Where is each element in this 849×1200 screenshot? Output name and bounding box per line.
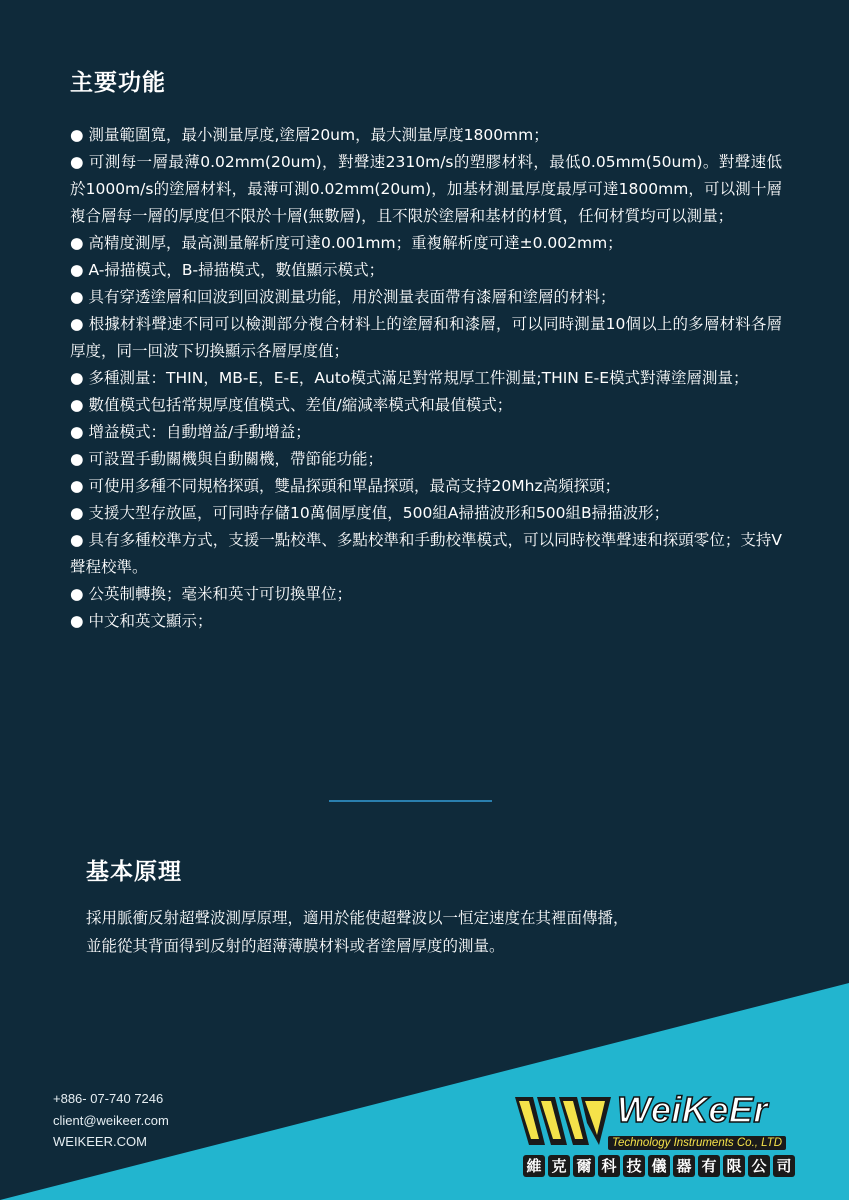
bullet-icon: ● xyxy=(70,612,84,630)
feature-item xyxy=(70,149,782,230)
feature-item xyxy=(70,284,782,311)
logo-chinese-char: 維 xyxy=(523,1155,545,1177)
feature-item xyxy=(70,419,782,446)
feature-text: 多種測量：THIN，MB-E，E-E，Auto模式滿足對常規厚工件測量;THIN E-E模式對薄塗層測量； xyxy=(88,369,749,387)
feature-item xyxy=(70,500,782,527)
logo-wordmark: WeiKeEr xyxy=(617,1089,768,1130)
contact-phone: +886- 07-740 7246 xyxy=(53,1091,164,1106)
feature-text: 支援大型存放區，可同時存儲10萬個厚度值，500組A掃描波形和500組B掃描波形； xyxy=(88,504,670,522)
feature-item xyxy=(70,257,782,284)
logo-tagline: Technology Instruments Co., LTD xyxy=(608,1136,786,1150)
feature-item xyxy=(70,527,782,581)
feature-item xyxy=(70,473,782,500)
feature-item xyxy=(70,446,782,473)
logo-chinese-char: 限 xyxy=(723,1155,745,1177)
contact-email: client@weikeer.com xyxy=(53,1112,169,1128)
feature-item xyxy=(70,392,782,419)
feature-text: 公英制轉換；毫米和英寸可切換單位； xyxy=(88,585,353,603)
feature-text: 具有穿透塗層和回波到回波測量功能，用於測量表面帶有漆層和塗層的材料； xyxy=(88,288,616,306)
company-logo xyxy=(515,1089,815,1183)
principle-line: 採用脈衝反射超聲波測厚原理，適用於能使超聲波以一恒定速度在其裡面傳播， xyxy=(86,909,629,927)
bullet-icon: ● xyxy=(70,261,84,279)
bullet-icon: ● xyxy=(70,288,84,306)
bullet-icon: ● xyxy=(70,315,84,333)
feature-text: 根據材料聲速不同可以檢測部分複合材料上的塗層和和漆層，可以同時測量10個以上的多層材料各層厚度，同一回波下切換顯示各層厚度值； xyxy=(70,315,782,360)
section-title-main-features: 主要功能 xyxy=(70,70,166,96)
bullet-icon: ● xyxy=(70,423,84,441)
feature-item xyxy=(70,311,782,365)
logo-chinese-name xyxy=(523,1155,795,1177)
logo-chinese-char: 爾 xyxy=(573,1155,595,1177)
feature-item xyxy=(70,365,782,392)
logo-chinese-char: 技 xyxy=(623,1155,645,1177)
logo-chinese-char: 公 xyxy=(748,1155,770,1177)
bullet-icon: ● xyxy=(70,585,84,603)
feature-text: 數值模式包括常規厚度值模式、差值/縮減率模式和最值模式； xyxy=(88,396,513,414)
logo-chinese-char: 儀 xyxy=(648,1155,670,1177)
contact-block xyxy=(53,1088,169,1153)
bullet-icon: ● xyxy=(70,531,84,549)
logo-chinese-char: 科 xyxy=(598,1155,620,1177)
feature-text: A-掃描模式，B-掃描模式，數值顯示模式； xyxy=(88,261,385,279)
bullet-icon: ● xyxy=(70,504,84,522)
bullet-icon: ● xyxy=(70,234,84,252)
principle-line: 並能從其背面得到反射的超薄薄膜材料或者塗層厚度的測量。 xyxy=(86,937,505,955)
bullet-icon: ● xyxy=(70,477,84,495)
feature-text: 高精度測厚，最高測量解析度可達0.001mm；重複解析度可達±0.002mm； xyxy=(88,234,623,252)
section-title-basic-principle: 基本原理 xyxy=(86,859,182,885)
section-divider xyxy=(329,800,492,802)
logo-chinese-char: 有 xyxy=(698,1155,720,1177)
feature-text: 增益模式：自動增益/手動增益； xyxy=(88,423,311,441)
contact-website: WEIKEER.COM xyxy=(53,1134,147,1149)
bullet-icon: ● xyxy=(70,450,84,468)
bullet-icon: ● xyxy=(70,153,84,171)
principle-paragraph xyxy=(86,904,766,960)
feature-item xyxy=(70,608,782,635)
bullet-icon: ● xyxy=(70,396,84,414)
bullet-icon: ● xyxy=(70,369,84,387)
bullet-icon: ● xyxy=(70,126,84,144)
feature-text: 測量範圍寬，最小測量厚度,塗層20um，最大測量厚度1800mm； xyxy=(88,126,549,144)
feature-text: 中文和英文顯示； xyxy=(88,612,213,630)
feature-text: 可使用多種不同規格探頭，雙晶探頭和單晶探頭，最高支持20Mhz高頻探頭； xyxy=(88,477,621,495)
feature-text: 可測每一層最薄0.02mm(20um)，對聲速2310m/s的塑膠材料，最低0.05mm(50um)。對聲速低於1000m/s的塗層材料，最薄可測0.02mm(20um)，加基材測量厚度最厚可達1800mm，可以測十層複合層每一層的厚度但不限於十層(無數層)，且不限於塗層和基材的材質，任何材質均可以測量； xyxy=(70,153,782,225)
feature-item xyxy=(70,581,782,608)
feature-list xyxy=(70,122,782,635)
logo-chinese-char: 克 xyxy=(548,1155,570,1177)
logo-chinese-char: 司 xyxy=(773,1155,795,1177)
feature-text: 可設置手動關機與自動關機，帶節能功能； xyxy=(88,450,384,468)
feature-item xyxy=(70,230,782,257)
w-logo-icon xyxy=(515,1093,615,1149)
feature-item xyxy=(70,122,782,149)
feature-text: 具有多種校準方式，支援一點校準、多點校準和手動校準模式，可以同時校準聲速和探頭零位；支持V聲程校準。 xyxy=(70,531,782,576)
logo-chinese-char: 器 xyxy=(673,1155,695,1177)
